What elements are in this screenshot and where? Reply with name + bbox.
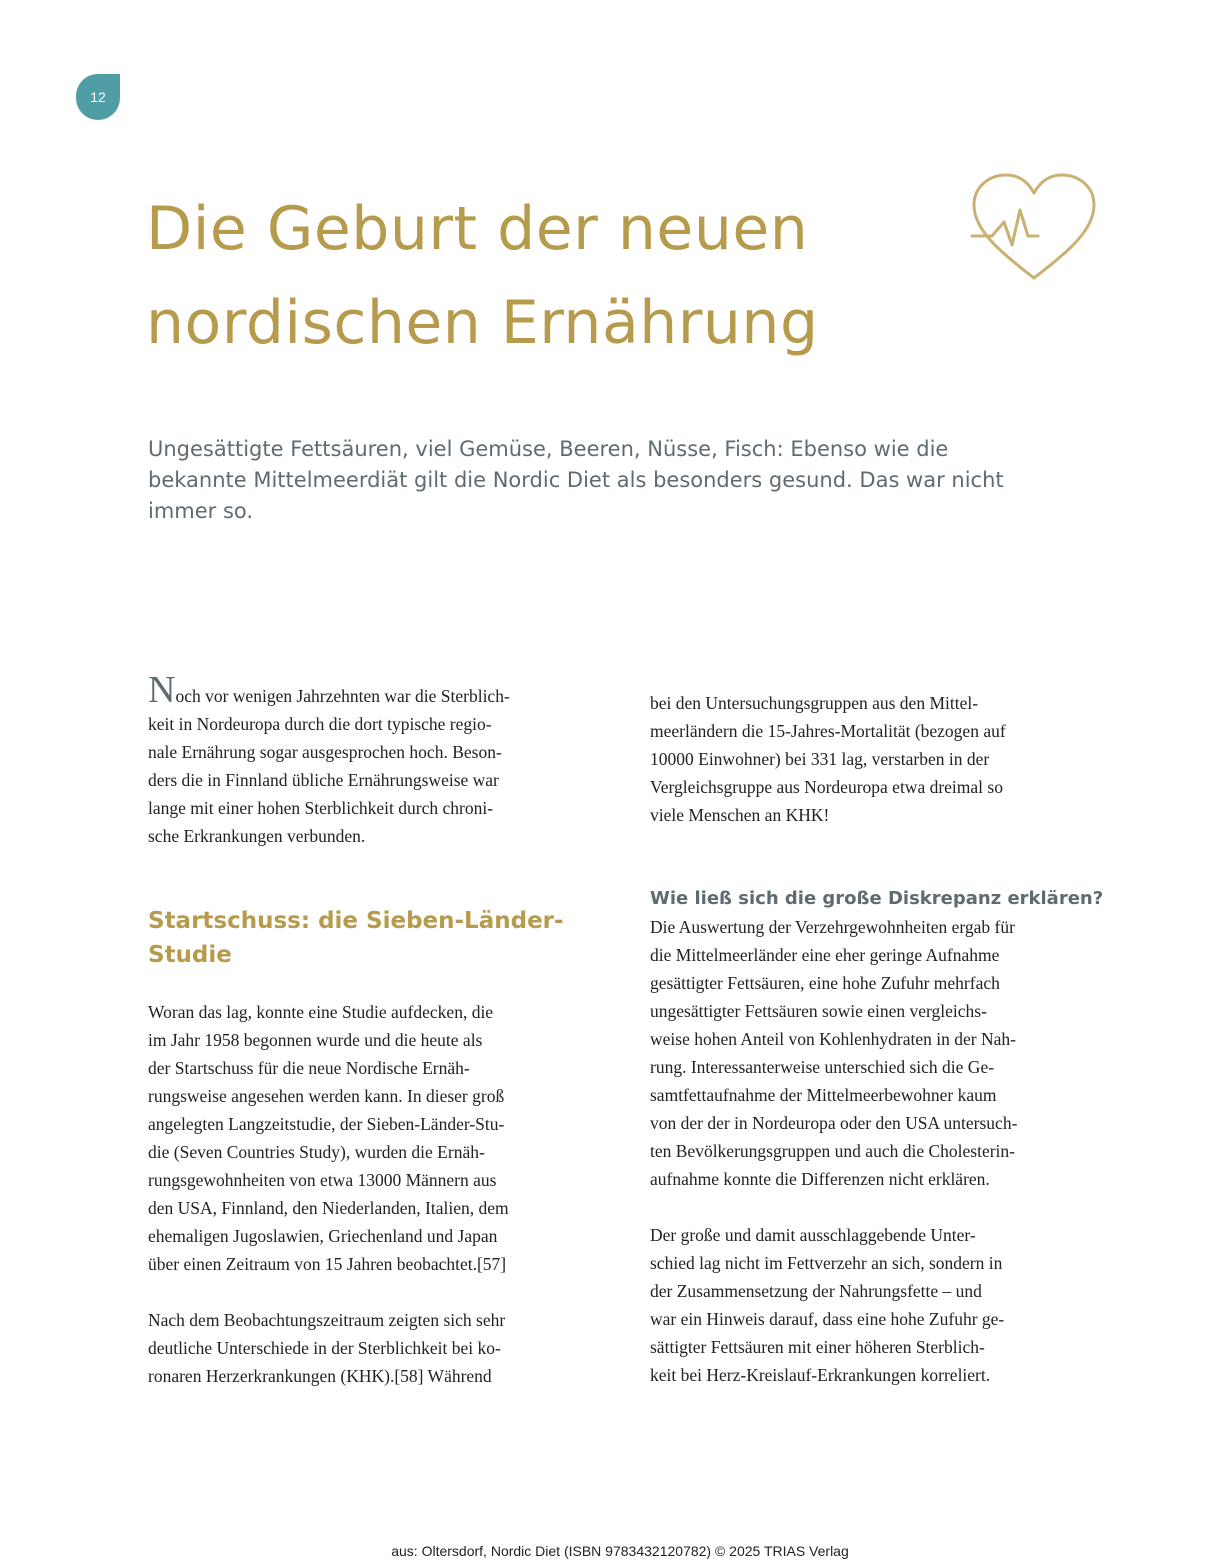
text-line: der Startschuss für die neue Nordische Ernäh- <box>148 1058 470 1078</box>
text-line: über einen Zeitraum von 15 Jahren beobachtet.[57] <box>148 1254 507 1274</box>
subheading: Wie ließ sich die große Diskrepanz erklären? <box>650 888 1104 909</box>
text-line: ehemaligen Jugoslawien, Griechenland und Japan <box>148 1226 498 1246</box>
text-line: rungsgewohnheiten von etwa 13000 Männern aus <box>148 1170 497 1190</box>
text-line: Nach dem Beobachtungszeitraum zeigten sich sehr <box>148 1310 506 1330</box>
text-line: nale Ernährung sogar ausgesprochen hoch. Beson- <box>148 742 502 762</box>
text-line: die (Seven Countries Study), wurden die Ernäh- <box>148 1142 485 1162</box>
text-line: bei den Untersuchungsgruppen aus den Mittel- <box>650 693 979 713</box>
text-line: rungsweise angesehen werden kann. In dieser groß <box>148 1086 505 1106</box>
text-line: aufnahme konnte die Differenzen nicht erklären. <box>650 1169 990 1189</box>
text-line: den USA, Finnland, den Niederlanden, Italien, dem <box>148 1198 509 1218</box>
text-line: Der große und damit ausschlaggebende Unter- <box>650 1225 976 1245</box>
body-paragraph <box>148 998 598 1278</box>
body-paragraph <box>650 689 1100 829</box>
text-line: angelegten Langzeitstudie, der Sieben-Länder-Stu- <box>148 1114 505 1134</box>
intro-paragraph <box>148 669 598 850</box>
text-line: deutliche Unterschiede in der Sterblichkeit bei ko- <box>148 1338 501 1358</box>
lead-line: bekannte Mittelmeerdiät gilt die Nordic Diet als besonders gesund. Das war nicht <box>148 468 1004 492</box>
text-line: weise hohen Anteil von Kohlenhydraten in der Nah- <box>650 1029 1016 1049</box>
text-line: Woran das lag, konnte eine Studie aufdecken, die <box>148 1002 494 1022</box>
text-line: der Zusammensetzung der Nahrungsfette – und <box>650 1281 982 1301</box>
text-line: war ein Hinweis darauf, dass eine hohe Zufuhr ge- <box>650 1309 1005 1329</box>
lead-paragraph <box>148 434 1078 527</box>
text-line: viele Menschen an KHK! <box>650 805 830 825</box>
text-line <box>148 669 598 711</box>
text-line: schied lag nicht im Fettverzehr an sich, sondern in <box>650 1253 1003 1273</box>
text-line: keit bei Herz-Kreislauf-Erkrankungen korreliert. <box>650 1365 991 1385</box>
lead-line: immer so. <box>148 499 254 523</box>
page-number: 12 <box>90 89 106 105</box>
page-title <box>146 182 946 370</box>
text-line-content: och vor wenigen Jahrzehnten war die Sterblich- <box>175 686 510 706</box>
left-column <box>148 669 598 1390</box>
body-paragraph <box>650 913 1100 1193</box>
copyright-footer: aus: Oltersdorf, Nordic Diet (ISBN 9783432120782) © 2025 TRIAS Verlag <box>391 1543 849 1559</box>
body-paragraph <box>148 1306 598 1390</box>
text-line: ten Bevölkerungsgruppen und auch die Cholesterin- <box>650 1141 1015 1161</box>
heading-line: Startschuss: die Sieben-Länder- <box>148 908 564 934</box>
text-line: keit in Nordeuropa durch die dort typische regio- <box>148 714 492 734</box>
text-line: 10000 Einwohner) bei 331 lag, verstarben in der <box>650 749 990 769</box>
title-line: Die Geburt der neuen <box>146 194 809 264</box>
text-line: ungesättigter Fettsäuren sowie einen vergleichs- <box>650 1001 987 1021</box>
text-line: die Mittelmeerländer eine eher geringe Aufnahme <box>650 945 1000 965</box>
heart-pulse-icon <box>970 172 1098 284</box>
heading-line: Studie <box>148 942 232 968</box>
text-line: im Jahr 1958 begonnen wurde und die heute als <box>148 1030 483 1050</box>
text-line: ronaren Herzerkrankungen (KHK).[58] Während <box>148 1366 492 1386</box>
text-line: ders die in Finnland übliche Ernährungsweise war <box>148 770 499 790</box>
drop-cap: N <box>148 669 176 711</box>
text-line: sättigter Fettsäuren mit einer höheren Sterblich- <box>650 1337 985 1357</box>
text-line: Die Auswertung der Verzehrgewohnheiten ergab für <box>650 917 1015 937</box>
text-line: sche Erkrankungen verbunden. <box>148 826 366 846</box>
body-paragraph <box>650 1221 1100 1389</box>
text-line: rung. Interessanterweise unterschied sich die Ge- <box>650 1057 995 1077</box>
text-line: lange mit einer hohen Sterblichkeit durch chroni- <box>148 798 494 818</box>
text-line: samtfettaufnahme der Mittelmeerbewohner kaum <box>650 1085 997 1105</box>
text-line: von der der in Nordeuropa oder den USA untersuch- <box>650 1113 1018 1133</box>
text-line: meerländern die 15-Jahres-Mortalität (bezogen auf <box>650 721 1006 741</box>
title-line: nordischen Ernährung <box>146 288 819 358</box>
text-line: Vergleichsgruppe aus Nordeuropa etwa dreimal so <box>650 777 1003 797</box>
page-number-badge <box>76 74 120 120</box>
lead-line: Ungesättigte Fettsäuren, viel Gemüse, Beeren, Nüsse, Fisch: Ebenso wie die <box>148 437 949 461</box>
right-column <box>650 689 1104 1389</box>
section-heading <box>148 904 598 972</box>
text-line: gesättigter Fettsäuren, eine hohe Zufuhr mehrfach <box>650 973 1000 993</box>
